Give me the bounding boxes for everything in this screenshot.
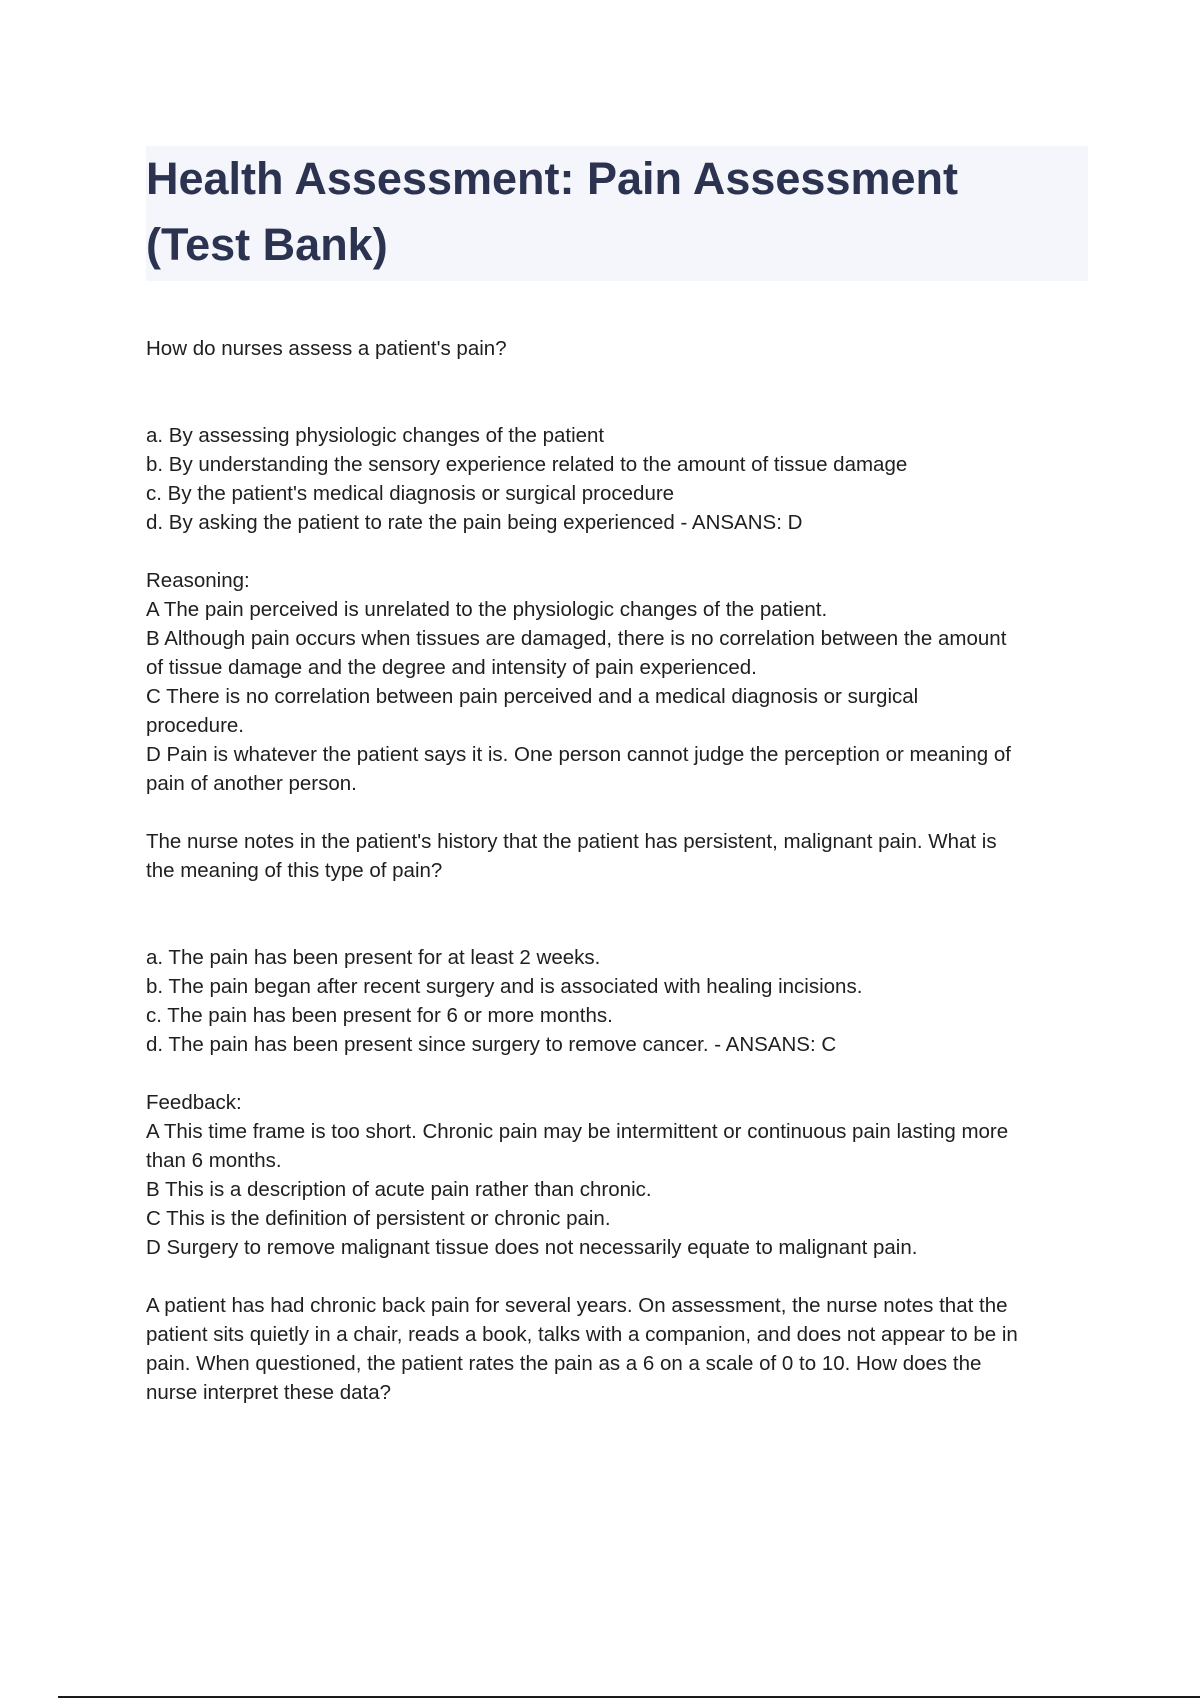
question-3	[146, 1291, 1096, 1407]
question-3-stem-line: nurse interpret these data?	[146, 1381, 392, 1404]
question-1-option-a: a. By assessing physiologic changes of the patient	[146, 424, 605, 447]
title-block	[146, 146, 1088, 281]
question-2-feedback-line: D Surgery to remove malignant tissue does not necessarily equate to malignant pain.	[146, 1236, 918, 1259]
question-2-options	[146, 943, 1096, 1059]
question-1-reasoning-line: pain of another person.	[146, 772, 357, 795]
question-1-option-b: b. By understanding the sensory experience related to the amount of tissue damage	[146, 453, 908, 476]
question-1-reasoning-heading: Reasoning:	[146, 569, 250, 592]
page-bottom-divider	[58, 1696, 1200, 1698]
question-1-reasoning-line: of tissue damage and the degree and intensity of pain experienced.	[146, 656, 757, 679]
question-1-options	[146, 421, 1096, 537]
question-1-option-d: d. By asking the patient to rate the pain being experienced - ANSANS: D	[146, 511, 803, 534]
title-line-1: Health Assessment: Pain Assessment	[146, 153, 958, 204]
question-3-stem-line: patient sits quietly in a chair, reads a book, talks with a companion, and does not appear to be in	[146, 1323, 1018, 1346]
question-2-feedback-line: A This time frame is too short. Chronic pain may be intermittent or continuous pain lasting more	[146, 1120, 1009, 1143]
title-line-2: (Test Bank)	[146, 219, 388, 270]
question-2-feedback-line: B This is a description of acute pain rather than chronic.	[146, 1178, 652, 1201]
question-2-feedback	[146, 1088, 1096, 1262]
question-2-feedback-heading: Feedback:	[146, 1091, 242, 1114]
question-1-reasoning	[146, 566, 1096, 798]
question-2	[146, 827, 1096, 885]
question-1	[146, 334, 1096, 363]
question-2-feedback-line: C This is the definition of persistent or chronic pain.	[146, 1207, 611, 1230]
question-3-stem-line: A patient has had chronic back pain for several years. On assessment, the nurse notes that the	[146, 1294, 1008, 1317]
page-title	[146, 146, 1088, 278]
question-1-reasoning-line: B Although pain occurs when tissues are damaged, there is no correlation between the amount	[146, 627, 1007, 650]
question-2-feedback-line: than 6 months.	[146, 1149, 282, 1172]
question-1-reasoning-line: D Pain is whatever the patient says it is. One person cannot judge the perception or meaning of	[146, 743, 1011, 766]
question-2-option-b: b. The pain began after recent surgery and is associated with healing incisions.	[146, 975, 863, 998]
question-2-stem-line: The nurse notes in the patient's history that the patient has persistent, malignant pain. What is	[146, 830, 997, 853]
question-1-stem: How do nurses assess a patient's pain?	[146, 337, 507, 360]
question-1-reasoning-line: C There is no correlation between pain perceived and a medical diagnosis or surgical	[146, 685, 919, 708]
question-3-stem-line: pain. When questioned, the patient rates the pain as a 6 on a scale of 0 to 10. How does the	[146, 1352, 982, 1375]
question-1-reasoning-line: A The pain perceived is unrelated to the physiologic changes of the patient.	[146, 598, 828, 621]
question-2-option-c: c. The pain has been present for 6 or more months.	[146, 1004, 613, 1027]
question-2-option-a: a. The pain has been present for at least 2 weeks.	[146, 946, 601, 969]
question-2-stem-line: the meaning of this type of pain?	[146, 859, 443, 882]
question-1-reasoning-line: procedure.	[146, 714, 245, 737]
question-2-option-d: d. The pain has been present since surgery to remove cancer. - ANSANS: C	[146, 1033, 837, 1056]
question-1-option-c: c. By the patient's medical diagnosis or surgical procedure	[146, 482, 675, 505]
document-body	[146, 334, 1096, 1407]
